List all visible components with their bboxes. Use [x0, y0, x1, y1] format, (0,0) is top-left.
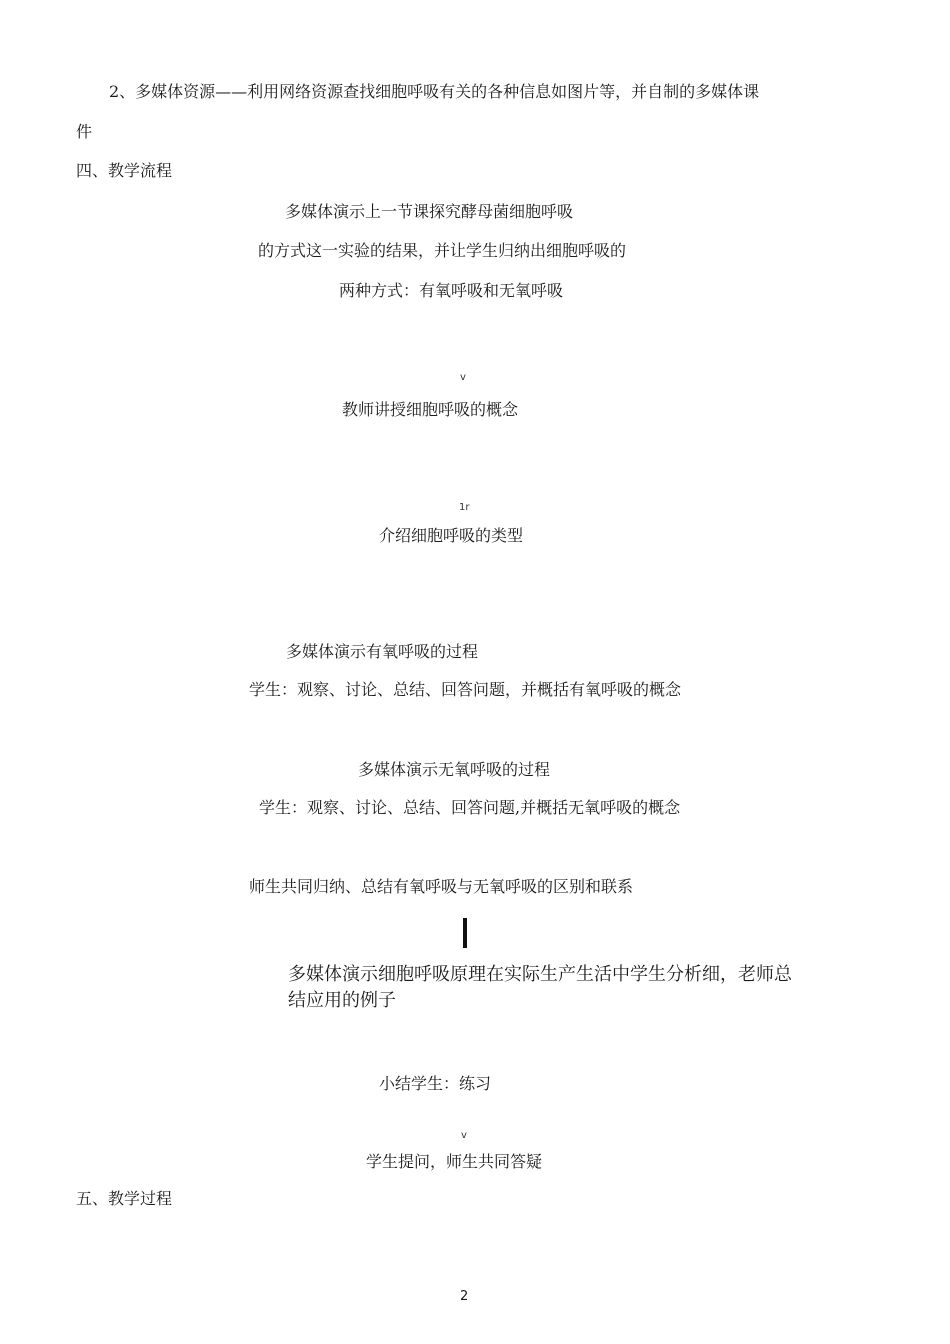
- flow-step-1-line-1: 多媒体演示上一节课探究酵母菌细胞呼吸: [285, 202, 574, 221]
- resources-item-2-line-2: 件: [76, 122, 93, 141]
- flow-step-6: 师生共同归纳、总结有氧呼吸与无氧呼吸的区别和联系: [249, 877, 634, 896]
- section-5-heading: 五、教学过程: [76, 1189, 173, 1208]
- flow-step-2: 教师讲授细胞呼吸的概念: [342, 400, 519, 419]
- flow-step-5-line-1: 多媒体演示无氧呼吸的过程: [358, 760, 551, 779]
- flow-arrow-1: v: [460, 372, 466, 383]
- flow-step-3: 介绍细胞呼吸的类型: [379, 526, 524, 545]
- flow-step-7-line-1: 多媒体演示细胞呼吸原理在实际生产生活中学生分析细，老师总: [288, 964, 792, 985]
- flow-step-9: 学生提问，师生共同答疑: [366, 1152, 543, 1171]
- flow-step-7-line-2: 结应用的例子: [288, 990, 396, 1011]
- flow-arrow-3: v: [461, 1130, 467, 1141]
- resources-item-2-line-1: 2、多媒体资源——利用网络资源查找细胞呼吸有关的各种信息如图片等，并自制的多媒体课: [109, 82, 760, 101]
- flow-step-8: 小结学生：练习: [379, 1074, 492, 1093]
- flow-arrow-2: 1r: [459, 502, 470, 513]
- flow-step-1-line-3: 两种方式：有氧呼吸和无氧呼吸: [339, 281, 564, 300]
- flow-step-5-line-2: 学生：观察、讨论、总结、回答问题,并概括无氧呼吸的概念: [259, 798, 681, 817]
- section-4-heading: 四、教学流程: [76, 161, 173, 180]
- flow-step-4-line-2: 学生：观察、讨论、总结、回答问题，并概括有氧呼吸的概念: [249, 680, 682, 699]
- page-number: 2: [460, 1289, 469, 1304]
- flow-connector-bar: [463, 918, 467, 948]
- flow-step-1-line-2: 的方式这一实验的结果，并让学生归纳出细胞呼吸的: [258, 241, 627, 260]
- flow-step-4-line-1: 多媒体演示有氧呼吸的过程: [286, 642, 479, 661]
